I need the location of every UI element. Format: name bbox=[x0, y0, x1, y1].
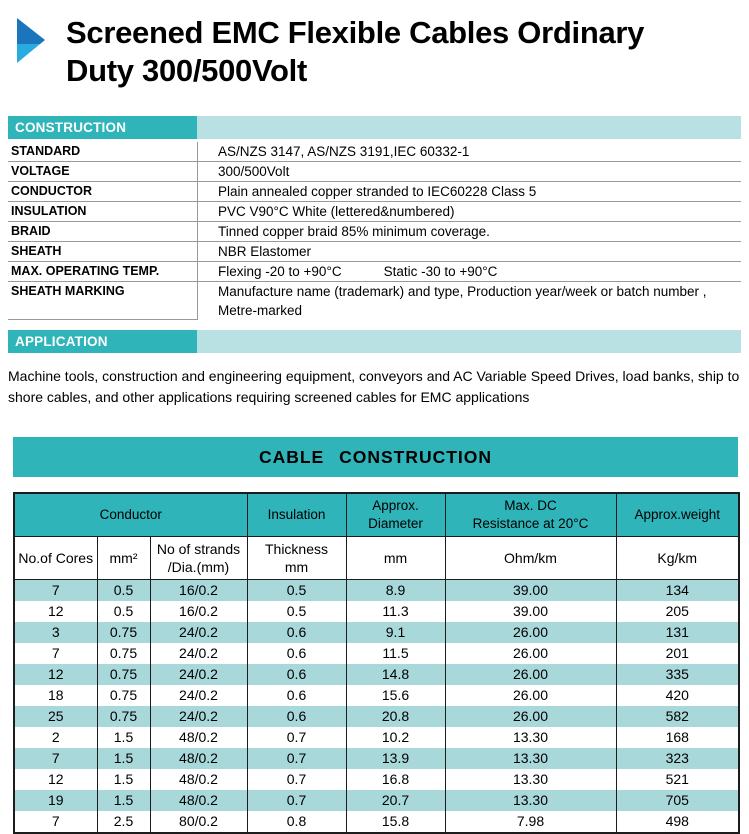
construction-section-bar-extension bbox=[197, 116, 741, 139]
table-cell: 8.9 bbox=[346, 580, 445, 602]
table-cell: 1.5 bbox=[97, 790, 150, 811]
table-cell: 12 bbox=[14, 601, 97, 622]
spec-row bbox=[8, 282, 741, 320]
spec-value-line bbox=[218, 301, 741, 320]
table-cell: 26.00 bbox=[445, 622, 616, 643]
unit-kg-km: Kg/km bbox=[616, 537, 739, 580]
spec-row-value bbox=[197, 262, 741, 281]
table-cell: 3 bbox=[14, 622, 97, 643]
table-cell: 13.9 bbox=[346, 748, 445, 769]
unit-ohm-km: Ohm/km bbox=[445, 537, 616, 580]
table-cell: 20.7 bbox=[346, 790, 445, 811]
table-cell: 48/0.2 bbox=[150, 769, 247, 790]
table-row bbox=[14, 643, 739, 664]
spec-row bbox=[8, 182, 741, 202]
spec-row-label: SHEATH MARKING bbox=[8, 282, 197, 320]
spec-row-label: MAX. OPERATING TEMP. bbox=[11, 264, 160, 278]
table-cell: 7 bbox=[14, 643, 97, 664]
table-cell: 1.5 bbox=[97, 769, 150, 790]
unit-mm: mm bbox=[346, 537, 445, 580]
spec-value-line bbox=[218, 262, 741, 281]
table-cell: 7 bbox=[14, 811, 97, 833]
application-section-bar-extension bbox=[197, 330, 741, 353]
spec-row-value bbox=[197, 142, 741, 161]
table-cell: 0.75 bbox=[97, 664, 150, 685]
table-cell: 0.6 bbox=[247, 664, 346, 685]
table-row bbox=[14, 580, 739, 602]
table-cell: 420 bbox=[616, 685, 739, 706]
table-cell: 24/0.2 bbox=[150, 664, 247, 685]
application-section-bar bbox=[8, 330, 741, 353]
table-cell: 16/0.2 bbox=[150, 580, 247, 602]
arrow-right-icon bbox=[17, 18, 45, 63]
spec-value-part: Flexing -20 to +90°C bbox=[218, 264, 342, 279]
spec-row bbox=[8, 222, 741, 242]
table-header-unit-row bbox=[14, 537, 739, 580]
table-cell: 0.7 bbox=[247, 790, 346, 811]
header-approx-weight: Approx.weight bbox=[616, 493, 739, 537]
spec-value-line bbox=[218, 242, 741, 261]
table-cell: 48/0.2 bbox=[150, 748, 247, 769]
table-cell: 7 bbox=[14, 748, 97, 769]
spec-value-line bbox=[218, 202, 741, 221]
table-cell: 25 bbox=[14, 706, 97, 727]
page-title bbox=[66, 14, 749, 90]
spec-value-part: AS/NZS 3147, AS/NZS 3191,IEC 60332-1 bbox=[218, 144, 470, 159]
spec-value-part: NBR Elastomer bbox=[218, 244, 312, 259]
spec-value-part: 300/500Volt bbox=[218, 164, 290, 179]
header-insulation: Insulation bbox=[247, 493, 346, 537]
table-cell: 0.5 bbox=[247, 601, 346, 622]
table-cell: 18 bbox=[14, 685, 97, 706]
table-cell: 0.75 bbox=[97, 643, 150, 664]
table-cell: 705 bbox=[616, 790, 739, 811]
spec-value-part: Static -30 to +90°C bbox=[383, 264, 498, 279]
spec-value-part: Metre-marked bbox=[218, 303, 303, 318]
table-row bbox=[14, 685, 739, 706]
table-cell: 0.75 bbox=[97, 685, 150, 706]
table-cell: 335 bbox=[616, 664, 739, 685]
spec-row bbox=[8, 202, 741, 222]
application-text-line: shore cables, and other applications requiring screened cables for EMC applications bbox=[8, 389, 530, 405]
table-cell: 26.00 bbox=[445, 643, 616, 664]
table-cell: 13.30 bbox=[445, 769, 616, 790]
table-cell: 39.00 bbox=[445, 601, 616, 622]
spec-value-line bbox=[218, 142, 741, 161]
spec-value-line bbox=[218, 182, 741, 201]
spec-row-value bbox=[197, 162, 741, 181]
table-cell: 48/0.2 bbox=[150, 790, 247, 811]
spec-row-value bbox=[197, 242, 741, 261]
table-cell: 0.6 bbox=[247, 685, 346, 706]
table-cell: 0.5 bbox=[97, 601, 150, 622]
spec-row-value bbox=[197, 222, 741, 241]
table-cell: 80/0.2 bbox=[150, 811, 247, 833]
table-row bbox=[14, 769, 739, 790]
table-cell: 24/0.2 bbox=[150, 643, 247, 664]
table-cell: 24/0.2 bbox=[150, 685, 247, 706]
table-cell: 39.00 bbox=[445, 580, 616, 602]
table-row bbox=[14, 664, 739, 685]
spec-row-value bbox=[197, 182, 741, 201]
spec-row bbox=[8, 162, 741, 182]
table-cell: 134 bbox=[616, 580, 739, 602]
unit-mm2: mm² bbox=[97, 537, 150, 580]
construction-section-bar bbox=[8, 116, 741, 139]
spec-row-label: STANDARD bbox=[11, 144, 81, 158]
table-cell: 0.5 bbox=[247, 580, 346, 602]
table-cell: 0.5 bbox=[97, 580, 150, 602]
table-row bbox=[14, 601, 739, 622]
table-cell: 19 bbox=[14, 790, 97, 811]
table-cell: 11.3 bbox=[346, 601, 445, 622]
table-cell: 0.7 bbox=[247, 727, 346, 748]
table-cell: 7.98 bbox=[445, 811, 616, 833]
table-cell: 0.8 bbox=[247, 811, 346, 833]
table-cell: 0.6 bbox=[247, 622, 346, 643]
table-cell: 13.30 bbox=[445, 727, 616, 748]
table-row bbox=[14, 706, 739, 727]
table-cell: 15.8 bbox=[346, 811, 445, 833]
table-cell: 0.75 bbox=[97, 622, 150, 643]
spec-value-part: Tinned copper braid 85% minimum coverage. bbox=[218, 224, 490, 239]
spec-value-line bbox=[218, 162, 741, 181]
application-text-line: Machine tools, construction and engineering equipment, conveyors and AC Variable Speed Drives, load banks, ship to bbox=[8, 368, 740, 384]
table-cell: 26.00 bbox=[445, 685, 616, 706]
table-cell: 498 bbox=[616, 811, 739, 833]
table-cell: 20.8 bbox=[346, 706, 445, 727]
table-cell: 12 bbox=[14, 664, 97, 685]
table-cell: 0.6 bbox=[247, 643, 346, 664]
spec-row-label: CONDUCTOR bbox=[11, 184, 93, 198]
table-row bbox=[14, 811, 739, 833]
header-max-dc-resistance: Max. DC Resistance at 20°C bbox=[445, 493, 616, 537]
spec-row bbox=[8, 242, 741, 262]
application-section-label: APPLICATION bbox=[8, 330, 197, 353]
spec-row-label: VOLTAGE bbox=[11, 164, 70, 178]
table-cell: 26.00 bbox=[445, 664, 616, 685]
table-row bbox=[14, 727, 739, 748]
table-cell: 15.6 bbox=[346, 685, 445, 706]
spec-row bbox=[8, 262, 741, 282]
table-cell: 14.8 bbox=[346, 664, 445, 685]
spec-row bbox=[8, 142, 741, 162]
table-cell: 0.7 bbox=[247, 769, 346, 790]
table-cell: 11.5 bbox=[346, 643, 445, 664]
title-block bbox=[0, 14, 749, 90]
construction-section-label: CONSTRUCTION bbox=[8, 116, 197, 139]
cable-construction-table bbox=[13, 492, 740, 834]
table-cell: 0.75 bbox=[97, 706, 150, 727]
table-cell: 205 bbox=[616, 601, 739, 622]
table-cell: 9.1 bbox=[346, 622, 445, 643]
table-cell: 0.7 bbox=[247, 748, 346, 769]
table-cell: 7 bbox=[14, 580, 97, 602]
table-cell: 201 bbox=[616, 643, 739, 664]
table-row bbox=[14, 622, 739, 643]
header-approx-diameter: Approx. Diameter bbox=[346, 493, 445, 537]
spec-value-part: Manufacture name (trademark) and type, Production year/week or batch number , bbox=[218, 284, 707, 299]
table-cell: 26.00 bbox=[445, 706, 616, 727]
table-cell: 0.6 bbox=[247, 706, 346, 727]
table-cell: 582 bbox=[616, 706, 739, 727]
cable-construction-title: CABLE CONSTRUCTION bbox=[13, 437, 738, 477]
header-conductor: Conductor bbox=[14, 493, 247, 537]
table-cell: 16/0.2 bbox=[150, 601, 247, 622]
table-cell: 323 bbox=[616, 748, 739, 769]
spec-row-label: BRAID bbox=[11, 224, 51, 238]
page-title-line1: Screened EMC Flexible Cables Ordinary bbox=[66, 15, 645, 50]
spec-row-label: INSULATION bbox=[11, 204, 87, 218]
table-cell: 24/0.2 bbox=[150, 706, 247, 727]
unit-cores: No.of Cores bbox=[14, 537, 97, 580]
table-cell: 13.30 bbox=[445, 790, 616, 811]
table-cell: 48/0.2 bbox=[150, 727, 247, 748]
unit-strands: No of strands /Dia.(mm) bbox=[150, 537, 247, 580]
table-row bbox=[14, 748, 739, 769]
construction-spec-table bbox=[8, 142, 741, 320]
table-cell: 131 bbox=[616, 622, 739, 643]
table-cell: 16.8 bbox=[346, 769, 445, 790]
unit-thickness: Thickness mm bbox=[247, 537, 346, 580]
application-text bbox=[8, 366, 745, 408]
table-cell: 168 bbox=[616, 727, 739, 748]
table-cell: 521 bbox=[616, 769, 739, 790]
table-cell: 2.5 bbox=[97, 811, 150, 833]
table-cell: 1.5 bbox=[97, 748, 150, 769]
spec-value-line bbox=[218, 222, 741, 241]
table-header-group-row bbox=[14, 493, 739, 537]
table-cell: 12 bbox=[14, 769, 97, 790]
table-cell: 2 bbox=[14, 727, 97, 748]
table-row bbox=[14, 790, 739, 811]
spec-value-line bbox=[218, 282, 741, 301]
spec-value-part: Plain annealed copper stranded to IEC60228 Class 5 bbox=[218, 184, 537, 199]
spec-row-value bbox=[197, 282, 741, 320]
table-cell: 24/0.2 bbox=[150, 622, 247, 643]
spec-row-value bbox=[197, 202, 741, 221]
table-cell: 13.30 bbox=[445, 748, 616, 769]
table-cell: 10.2 bbox=[346, 727, 445, 748]
page-title-line2: Duty 300/500Volt bbox=[66, 53, 308, 88]
spec-row-label: SHEATH bbox=[11, 244, 62, 258]
spec-value-part: PVC V90°C White (lettered&numbered) bbox=[218, 204, 455, 219]
table-cell: 1.5 bbox=[97, 727, 150, 748]
